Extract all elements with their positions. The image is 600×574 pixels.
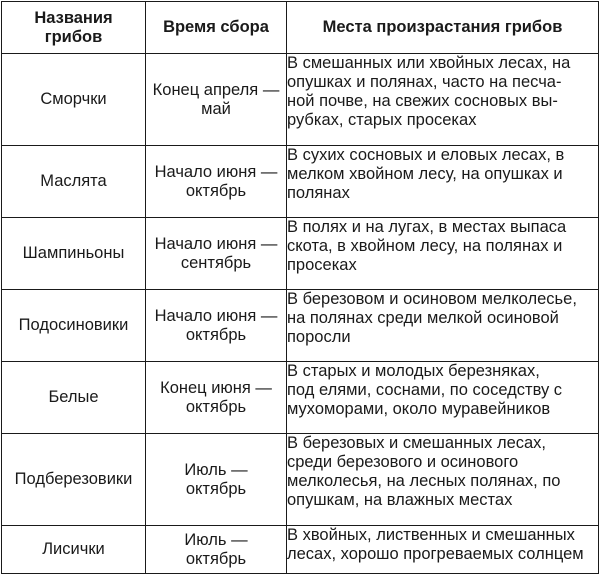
place-line: В сухих сосновых и еловых лесах, в [287,146,565,164]
place-line: В старых и молодых березняках, [287,362,540,380]
place-line: просеках [287,256,357,274]
mushroom-name: Маслята [2,146,146,218]
collection-time-line-2: октябрь [185,325,247,344]
header-name-line-1: Названия [34,8,113,27]
place-line: полянах [287,184,350,202]
table-header-row [2,2,599,54]
collection-time [146,54,287,146]
place-line: мелком хвойном лесу, на опушках и [287,165,563,183]
collection-time [146,218,287,290]
mushroom-name: Подберезовики [2,434,146,526]
place-line: ной почве, на свежих сосновых вы- [287,92,558,110]
place-line: В березовых и смешанных лесах, [287,434,547,452]
place-line: среди березового и осинового [287,453,519,471]
collection-time-line-2: октябрь [185,479,247,498]
collection-time-line-2: май [201,99,231,118]
place-line: опушках и полянах, часто на песча- [287,73,562,91]
collection-time-line-1: Июль — [184,530,248,549]
growing-places [287,290,599,362]
mushroom-name: Лисички [2,526,146,574]
growing-places [287,362,599,434]
place-line: мухоморами, около муравейников [287,400,551,418]
table-row [2,290,599,362]
collection-time-line-2: октябрь [185,397,247,416]
mushroom-name: Подосиновики [2,290,146,362]
collection-time [146,362,287,434]
place-line: В березовом и осиновом мелколесье, [287,290,577,308]
table-row [2,362,599,434]
collection-time [146,290,287,362]
place-line: поросли [287,328,351,346]
mushroom-name: Шампиньоны [2,218,146,290]
collection-time-line-1: Июль — [184,460,248,479]
place-line: В полях и на лугах, в местах выпаса [287,218,567,236]
table-row [2,146,599,218]
place-line: рубках, старых просеках [287,111,477,129]
growing-places [287,146,599,218]
table-row [2,434,599,526]
table-row [2,218,599,290]
header-name [2,2,146,54]
place-line: опушкам, на влажных местах [287,491,513,509]
header-place: Места произрастания грибов [287,2,599,54]
collection-time [146,434,287,526]
growing-places [287,434,599,526]
collection-time-line-1: Конец июня — [160,378,272,397]
collection-time-line-1: Начало июня — [154,234,278,253]
collection-time-line-1: Начало июня — [154,162,278,181]
table-row [2,526,599,574]
table-row [2,54,599,146]
place-line: В смешанных или хвойных лесах, на [287,54,571,72]
collection-time-line-1: Начало июня — [154,306,278,325]
growing-places [287,54,599,146]
place-line: под елями, соснами, по соседству с [287,381,563,399]
place-line: лесах, хорошо прогреваемых солнцем [287,545,584,563]
collection-time [146,526,287,574]
place-line: мелколесья, на лесных полянах, по [287,472,561,490]
header-time: Время сбора [146,2,287,54]
mushroom-name: Белые [2,362,146,434]
header-name-line-2: грибов [44,27,103,46]
place-line: на полянах среди мелкой осиновой [287,309,559,327]
mushroom-table [1,1,599,574]
mushroom-name: Сморчки [2,54,146,146]
collection-time-line-2: октябрь [185,181,247,200]
collection-time [146,146,287,218]
place-line: В хвойных, лиственных и смешанных [287,526,575,544]
growing-places [287,218,599,290]
growing-places [287,526,599,574]
place-line: скота, в хвойном лесу, на полянах и [287,237,563,255]
collection-time-line-2: октябрь [185,549,247,568]
collection-time-line-2: сентябрь [180,253,252,272]
collection-time-line-1: Конец апреля — [152,80,280,99]
